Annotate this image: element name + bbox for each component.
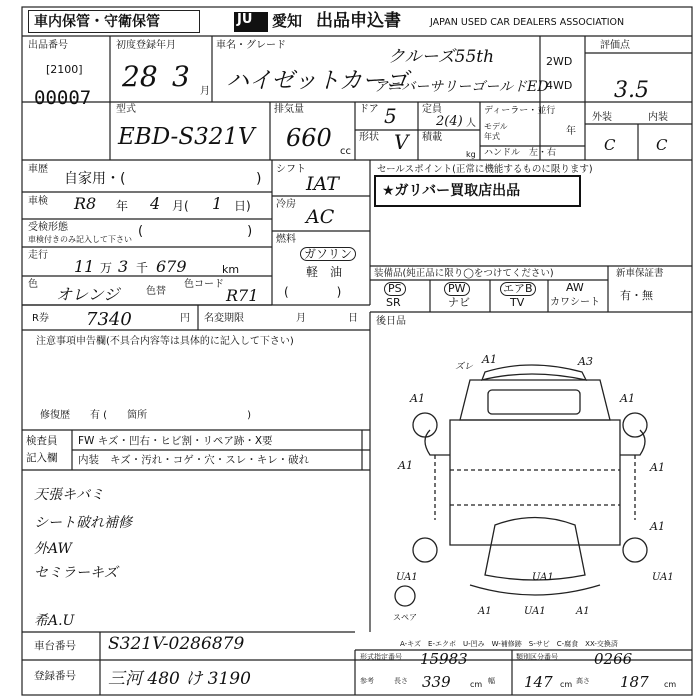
exterior-grade: C: [604, 136, 616, 154]
dealer-label: ディーラー・並行: [484, 106, 556, 116]
inspection-day: 1: [212, 194, 223, 213]
chassis-label: 車台番号: [34, 640, 76, 652]
body-shape-label: 形状: [359, 132, 379, 143]
car-grade-top: クルーズ55th: [388, 47, 495, 67]
equip-aw: AW: [566, 281, 584, 294]
equip-pw: PW: [444, 282, 470, 296]
mark-a1-right-rear: A1: [650, 520, 665, 533]
lot-bracket: [2100]: [46, 63, 83, 76]
recycle-unit: 円: [180, 313, 190, 324]
notes-label: 注意事項申告欄(不具合内容等は具体的に記入して下さい): [36, 336, 294, 347]
mileage-v3: 679: [156, 257, 187, 276]
color-value: オレンジ: [56, 285, 120, 304]
chassis-number: S321V-0286879: [108, 634, 245, 654]
spare-label: スペア: [393, 613, 417, 622]
equip-leather: カワシート: [550, 297, 600, 308]
mark-ua1-rear: UA1: [532, 572, 554, 583]
mark-ua1-bumper: UA1: [524, 606, 546, 617]
width-value: 147: [524, 673, 553, 691]
mileage-u2: 千: [136, 261, 149, 275]
inspection-day-unit: 日): [234, 199, 251, 213]
name-change-day: 日: [348, 313, 358, 324]
mark-a1-front: A1: [482, 353, 497, 366]
shift-label: シフト: [276, 164, 306, 175]
doors-value: 5: [384, 104, 397, 128]
equip-airbag: エアB: [500, 282, 536, 296]
inspector-row1: FW キズ・凹右・ヒビ割・リペア跡・X要: [78, 435, 273, 447]
shift-value: IAT: [306, 173, 339, 195]
mark-a1-left-front: A1: [410, 392, 425, 405]
car-grade: アニバーサリーゴールドED: [374, 79, 549, 95]
warranty-value: 有・無: [620, 289, 653, 302]
damage-legend: A-キズ E-エクボ U-凹み W-補修跡 S-サビ C-腐食 XX-交換済: [400, 640, 618, 648]
recycle-value: 7340: [86, 309, 132, 330]
form-title: 出品申込書: [316, 11, 401, 31]
cooler-label: 冷房: [276, 199, 296, 210]
lot-number: 00007: [34, 87, 92, 109]
mileage-unit: km: [222, 263, 240, 276]
drive-4wd: 4WD: [546, 79, 573, 92]
receipt-label: 受検形態: [28, 222, 68, 233]
model-year-unit: 年: [566, 126, 576, 137]
equip-sr: SR: [386, 296, 401, 309]
inspector-row2: キズ・汚れ・コゲ・穴・スレ・キレ・破れ: [110, 454, 310, 466]
mark-a1-bumper-right: A1: [576, 606, 590, 617]
width-unit: cm: [560, 680, 573, 689]
plate-number: 三河 480 け 3190: [108, 669, 251, 689]
model-year-label: モデル年式: [484, 122, 508, 141]
remark-3: 外AW: [34, 541, 72, 557]
recycle-label: R券: [32, 313, 49, 324]
drive-2wd: 2WD: [546, 55, 573, 68]
handle: ハンドル 左・右: [484, 148, 557, 158]
inspection-month-unit: 月(: [172, 199, 189, 213]
load-unit: kg: [466, 150, 476, 159]
car-name-label: 車名・グレード: [216, 40, 286, 51]
remark-4: セミラーキズ: [34, 565, 118, 581]
inspector-label-2: 記入欄: [26, 452, 58, 464]
height-value: 187: [620, 673, 649, 691]
mark-a1-right-front: A1: [620, 392, 635, 405]
remark-2: シート破れ補修: [34, 515, 132, 531]
capacity-label: 定員: [422, 104, 442, 115]
inspection-year-unit: 年: [116, 199, 129, 213]
load-label: 積載: [422, 132, 442, 143]
model-value: EBD-S321V: [118, 124, 255, 150]
type-number-value: 15983: [420, 650, 468, 668]
plate-label: 登録番号: [34, 670, 76, 682]
height-label: 高さ: [576, 677, 590, 685]
brand: 愛知: [272, 12, 303, 30]
receipt-sub: 車検付きのみ記入して下さい: [28, 235, 132, 244]
inspection-label: 車検: [28, 196, 48, 207]
selling-point-label: セールスポイント(正常に機能するものに限ります): [377, 164, 593, 175]
repair-history: 修復歴 有 ( 箇所 ): [40, 410, 251, 421]
storage-label: 車内保管・守衛保管: [34, 14, 160, 30]
car-diagram: [395, 365, 647, 606]
length-value: 339: [422, 673, 451, 691]
mark-a1-right: A1: [650, 461, 665, 474]
color-code: R71: [226, 286, 259, 305]
width-label: 幅: [488, 677, 495, 685]
mark-a1-left: A1: [398, 459, 413, 472]
equip-tv: TV: [510, 296, 525, 309]
model-label: 型式: [116, 104, 136, 115]
registration-label: 初度登録年月: [116, 40, 176, 51]
displacement-label: 排気量: [274, 104, 304, 115]
association: JAPAN USED CAR DEALERS ASSOCIATION: [430, 17, 625, 28]
fuel-label: 燃料: [276, 234, 296, 245]
ref-label: 参考: [360, 677, 374, 685]
exterior-label: 外装: [592, 112, 612, 123]
later-item-label: 後日品: [376, 316, 406, 327]
equip-ps: PS: [384, 282, 406, 296]
mileage-label: 走行: [28, 250, 48, 261]
selling-point-value: ★ガリバー買取店出品: [382, 183, 521, 199]
color-label: 色: [28, 279, 38, 290]
receipt-paren: ( ): [138, 224, 253, 239]
fuel-paren: ( ): [284, 285, 342, 299]
length-unit: cm: [470, 680, 483, 689]
car-name: ハイゼットカーゴ: [226, 68, 409, 94]
displacement-unit: cc: [340, 146, 351, 157]
capacity-unit: 人: [466, 118, 476, 129]
displacement-value: 660: [286, 124, 332, 152]
mark-ua1-right: UA1: [652, 572, 674, 583]
mark-zure: ズレ: [455, 362, 474, 372]
remark-1: 天張キバミ: [34, 487, 104, 503]
interior-grade: C: [656, 136, 668, 154]
history-value: 自家用・(: [64, 171, 126, 187]
capacity-value: 2(4): [436, 114, 463, 129]
mileage-u1: 万: [100, 261, 113, 275]
score-value: 3.5: [614, 78, 649, 103]
class-number-value: 0266: [594, 650, 633, 668]
inspection-month: 4: [150, 194, 161, 213]
body-shape-value: V: [394, 130, 409, 154]
lot-label: 出品番号: [28, 40, 68, 51]
fuel-diesel: 軽 油: [306, 265, 343, 279]
color-change-label: 色替: [146, 286, 166, 297]
mark-a3: A3: [578, 355, 593, 368]
equip-navi: ナビ: [448, 296, 470, 309]
inspector-label-1: 検査員: [26, 435, 58, 447]
warranty-label: 新車保証書: [616, 268, 664, 279]
name-change-month: 月: [296, 313, 306, 324]
equipment-label: 装備品(純正品に限り◯をつけてください): [374, 268, 554, 279]
mileage-v1: 11: [74, 257, 95, 276]
name-change-label: 名変期限: [204, 313, 244, 324]
class-number-label: 類別区分番号: [516, 653, 558, 661]
registration-year: 28: [122, 60, 158, 93]
inspector-row2-label: 内装: [78, 454, 99, 466]
interior-label: 内装: [648, 112, 668, 123]
mark-ua1-left: UA1: [396, 572, 418, 583]
doors-label: ドア: [359, 104, 379, 115]
mark-a1-bumper-left: A1: [478, 606, 492, 617]
history-close: ): [256, 171, 262, 187]
type-number-label: 形式指定番号: [360, 653, 402, 661]
fuel-gasoline: ガソリン: [300, 247, 356, 261]
cooler-value: AC: [306, 206, 335, 228]
remark-7: 希A.U: [34, 613, 75, 629]
mileage-v2: 3: [118, 257, 129, 276]
height-unit: cm: [664, 680, 677, 689]
registration-month: 3: [172, 60, 190, 93]
inspection-era: R8: [74, 194, 97, 213]
score-label: 評価点: [600, 40, 630, 51]
color-code-label: 色コード: [184, 279, 224, 290]
registration-month-unit: 月: [200, 86, 210, 97]
history-label: 車歴: [28, 164, 48, 175]
length-label: 長さ: [394, 677, 408, 685]
logo-mark: JU: [237, 12, 253, 27]
